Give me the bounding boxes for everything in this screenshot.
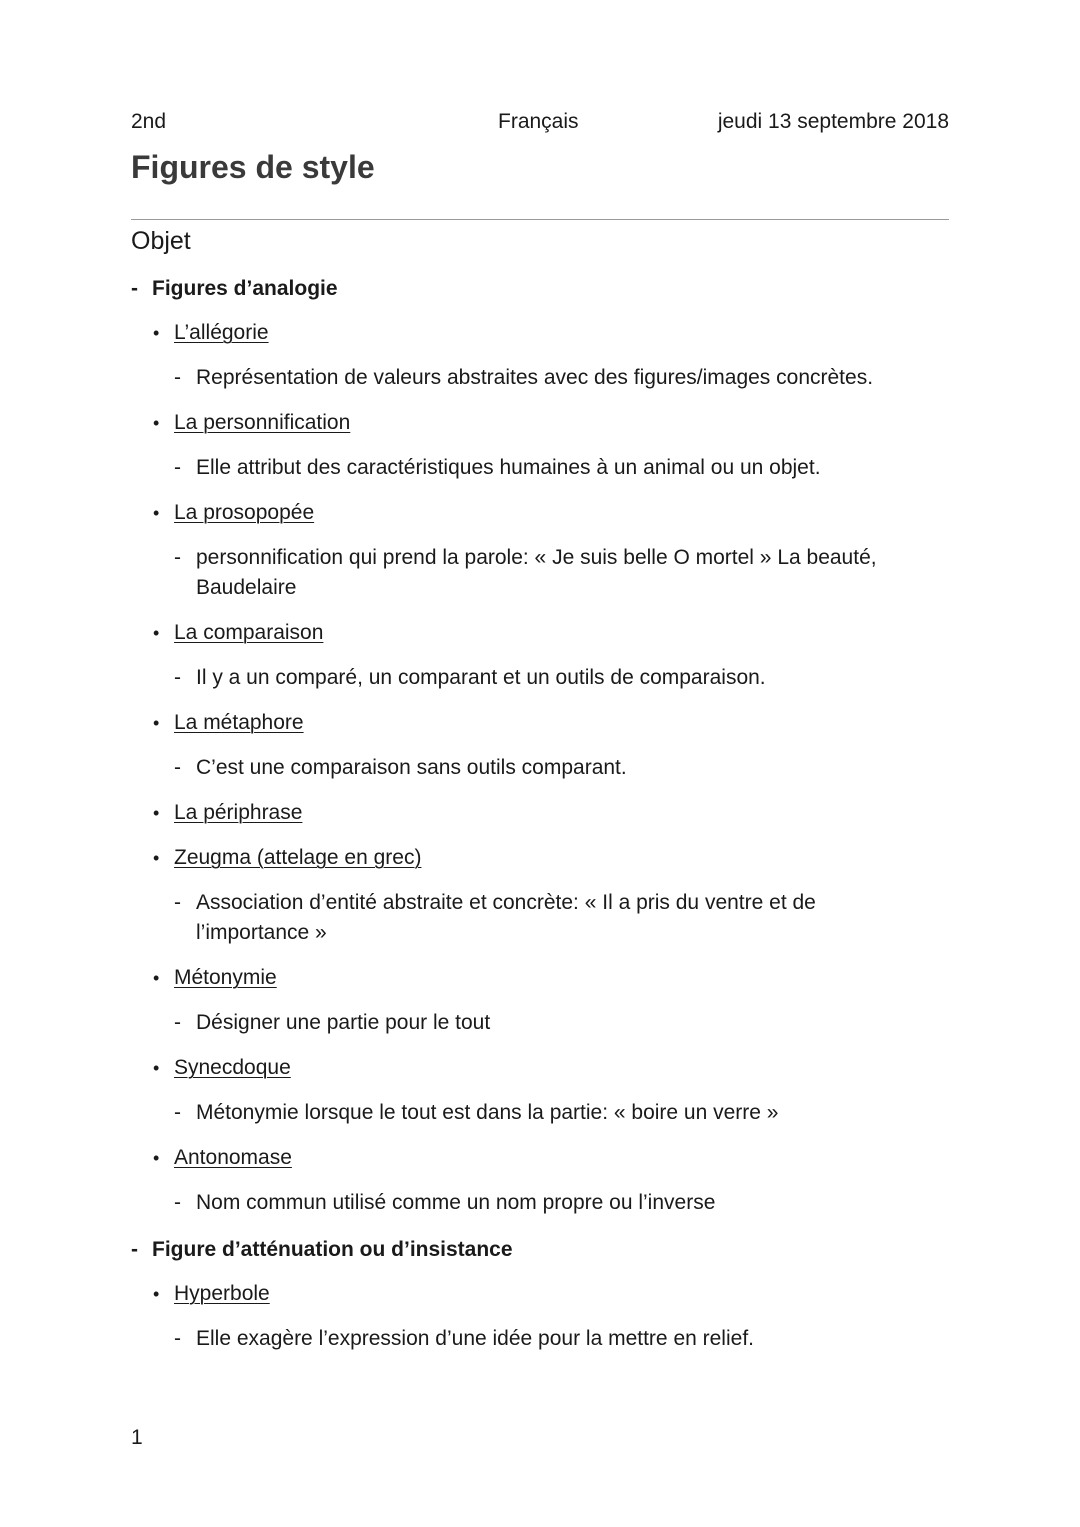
list-item — [131, 618, 949, 648]
definition: - Elle exagère l’expression d’une idée pour la mettre en relief. — [131, 1324, 949, 1354]
list-item — [131, 498, 949, 528]
section-title: Objet — [131, 227, 191, 255]
list-item — [131, 843, 949, 873]
term-label: La prosopopée — [174, 501, 315, 524]
term-label: Métonymie — [174, 966, 277, 989]
dash-marker: - — [131, 1238, 138, 1261]
page-header — [131, 108, 949, 136]
term-label: Synecdoque — [174, 1056, 291, 1079]
term-label: La métaphore — [174, 711, 304, 734]
list-item — [131, 798, 949, 828]
list-item — [131, 708, 949, 738]
date: jeudi 13 septembre 2018 — [717, 110, 949, 133]
bullet-icon: • — [153, 413, 160, 433]
divider — [131, 219, 949, 220]
bullet-icon: • — [153, 968, 160, 988]
list-item — [131, 408, 949, 438]
page-title: Figures de style — [131, 149, 375, 185]
dash-marker: - — [131, 277, 138, 300]
definition: - C’est une comparaison sans outils comparant. — [131, 753, 949, 783]
group-analogie — [131, 272, 949, 1218]
bullet-icon: • — [153, 848, 160, 868]
bullet-icon: • — [153, 503, 160, 523]
dash-marker: - — [174, 546, 181, 569]
dash-marker: - — [174, 1191, 181, 1214]
definition: - Désigner une partie pour le tout — [131, 1008, 949, 1038]
dash-marker: - — [174, 891, 181, 914]
term-label: Hyperbole — [174, 1282, 270, 1305]
definition: - Elle attribut des caractéristiques humaines à un animal ou un objet. — [131, 453, 949, 483]
list-item — [131, 1143, 949, 1173]
dash-marker: - — [174, 1101, 181, 1124]
class-level: 2nd — [131, 110, 167, 133]
term-label: La personnification — [174, 411, 351, 434]
dash-marker: - — [174, 456, 181, 479]
definition: - Représentation de valeurs abstraites avec des figures/images concrètes. — [131, 363, 949, 393]
bullet-icon: • — [153, 1148, 160, 1168]
bullet-icon: • — [153, 1058, 160, 1078]
bullet-icon: • — [153, 623, 160, 643]
term-label: La comparaison — [174, 621, 324, 644]
term-label: Antonomase — [174, 1146, 292, 1169]
term-label: La périphrase — [174, 801, 303, 824]
definition: - Métonymie lorsque le tout est dans la partie: « boire un verre » — [131, 1098, 949, 1128]
bullet-icon: • — [153, 1284, 160, 1304]
group-heading: - Figure d’atténuation ou d’insistance — [131, 1233, 949, 1267]
bullet-icon: • — [153, 803, 160, 823]
term-label: Zeugma (attelage en grec) — [174, 846, 422, 869]
definition: - personnification qui prend la parole: « Je suis belle O mortel » La beauté, Baudelaire — [131, 543, 896, 603]
group-heading: - Figures d’analogie — [131, 272, 949, 306]
bullet-icon: • — [153, 713, 160, 733]
dash-marker: - — [174, 666, 181, 689]
definition: - Association d’entité abstraite et concrète: « Il a pris du ventre et de l’importance » — [131, 888, 846, 948]
group-attenuation — [131, 1233, 949, 1354]
dash-marker: - — [174, 1327, 181, 1350]
bullet-icon: • — [153, 323, 160, 343]
definition: - Il y a un comparé, un comparant et un outils de comparaison. — [131, 663, 949, 693]
dash-marker: - — [174, 1011, 181, 1034]
notes-content — [131, 272, 949, 1369]
list-item — [131, 1053, 949, 1083]
subject: Français — [498, 110, 579, 133]
page-number: 1 — [131, 1426, 143, 1449]
dash-marker: - — [174, 756, 181, 779]
list-item — [131, 318, 949, 348]
list-item — [131, 1279, 949, 1309]
dash-marker: - — [174, 366, 181, 389]
term-label: L’allégorie — [174, 321, 269, 344]
definition: - Nom commun utilisé comme un nom propre ou l’inverse — [131, 1188, 949, 1218]
list-item — [131, 963, 949, 993]
